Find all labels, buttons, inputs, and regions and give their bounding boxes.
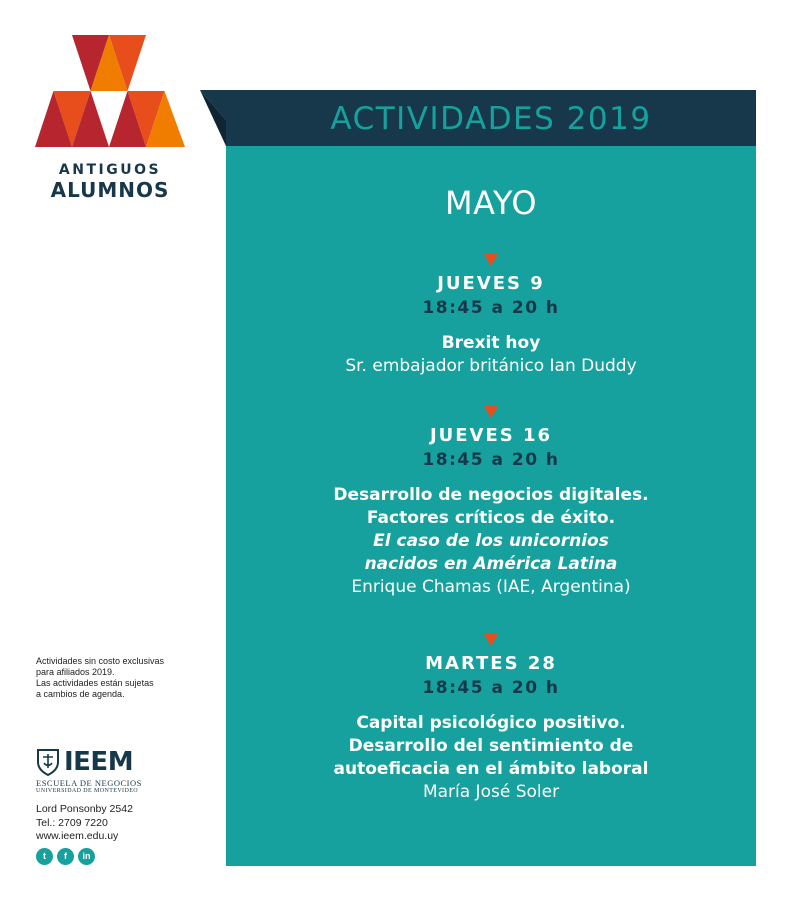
- shield-icon: [36, 748, 60, 776]
- arrow-down-icon: [484, 254, 498, 266]
- contact-address: Lord Ponsonby 2542: [36, 803, 133, 815]
- event-title: Capital psicológico positivo.: [356, 713, 626, 733]
- events-panel: [226, 146, 756, 866]
- contact-website-link[interactable]: www.ieem.edu.uy: [36, 830, 119, 842]
- event-title: Desarrollo del sentimiento de: [348, 736, 634, 756]
- triangle-logo-icon: [35, 35, 185, 147]
- month-title: MAYO: [445, 184, 537, 222]
- linkedin-icon[interactable]: in: [78, 848, 95, 865]
- event-item: [226, 634, 756, 804]
- facebook-icon[interactable]: f: [57, 848, 74, 865]
- arrow-down-icon: [484, 634, 498, 646]
- arrow-down-icon: [484, 406, 498, 418]
- social-links: [36, 848, 95, 865]
- event-speaker: Sr. embajador británico Ian Duddy: [345, 356, 637, 376]
- event-speaker: María José Soler: [422, 782, 560, 802]
- ieem-university: UNIVERSIDAD DE MONTEVIDEO: [36, 788, 138, 794]
- note-line: Actividades sin costo exclusivas: [36, 656, 165, 666]
- event-title: Desarrollo de negocios digitales.: [333, 485, 649, 505]
- contact-info: [36, 803, 133, 844]
- event-title-italic: nacidos en América Latina: [364, 554, 618, 574]
- event-title: Factores críticos de éxito.: [366, 508, 616, 528]
- logo-text-line1: ANTIGUOS: [58, 162, 162, 178]
- event-title: Brexit hoy: [441, 333, 541, 353]
- event-title: autoeficacia en el ámbito laboral: [333, 759, 649, 779]
- event-item: [226, 254, 756, 378]
- ieem-subtitle: ESCUELA DE NEGOCIOS: [36, 778, 142, 788]
- event-item: [226, 406, 756, 599]
- event-day: JUEVES 9: [437, 273, 545, 294]
- event-day: JUEVES 16: [429, 425, 553, 446]
- event-speaker: Enrique Chamas (IAE, Argentina): [351, 577, 631, 597]
- event-time: 18:45 a 20 h: [422, 450, 560, 470]
- logo-text-line2: ALUMNOS: [50, 178, 170, 202]
- banner-title: ACTIVIDADES 2019: [330, 101, 652, 137]
- note-line: Las actividades están sujetas: [36, 678, 154, 688]
- event-time: 18:45 a 20 h: [422, 678, 560, 698]
- event-time: 18:45 a 20 h: [422, 298, 560, 318]
- disclaimer-note: [36, 656, 216, 700]
- event-title-italic: El caso de los unicornios: [373, 531, 609, 551]
- note-line: para afiliados 2019.: [36, 667, 115, 677]
- event-day: MARTES 28: [425, 653, 557, 674]
- note-line: a cambios de agenda.: [36, 689, 125, 699]
- ieem-wordmark: IEEM: [64, 747, 134, 777]
- contact-phone: Tel.: 2709 7220: [36, 816, 108, 829]
- twitter-icon[interactable]: t: [36, 848, 53, 865]
